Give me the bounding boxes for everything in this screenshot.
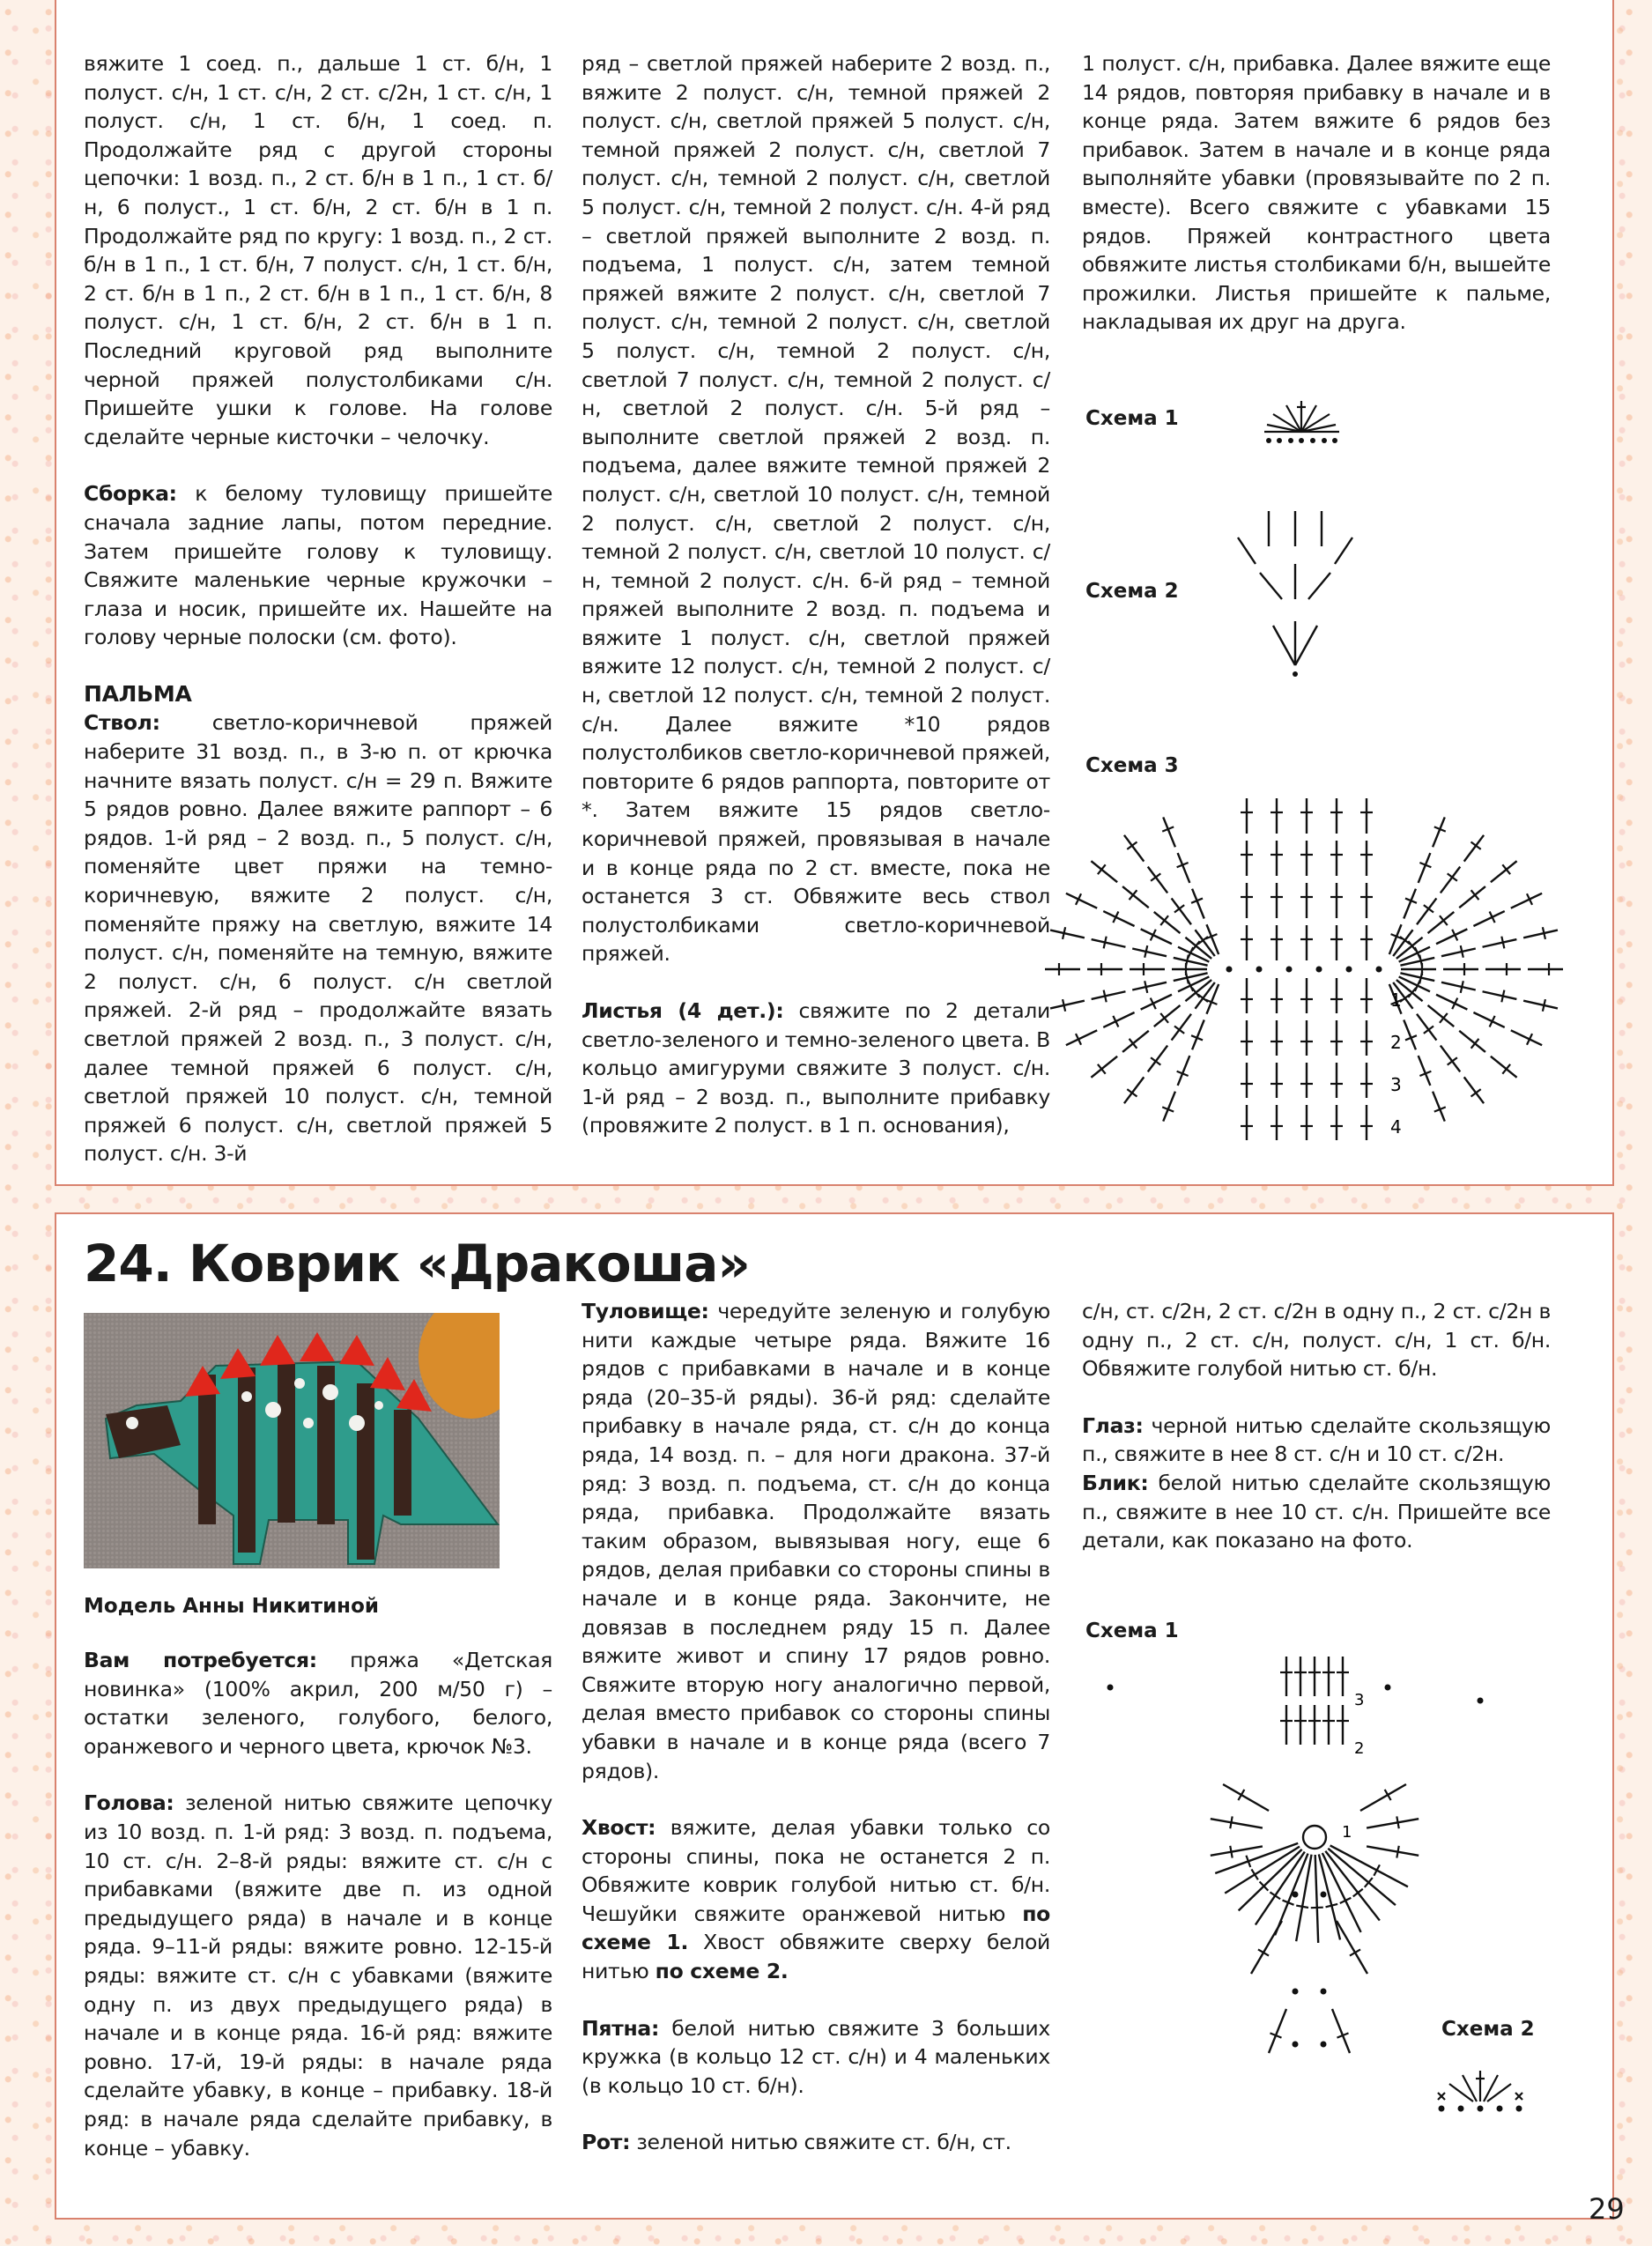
fan-stitch bbox=[1419, 853, 1432, 883]
column-stitch bbox=[1280, 1705, 1293, 1745]
column-stitch bbox=[1270, 1020, 1283, 1056]
column-stitch bbox=[1360, 1020, 1373, 1056]
column-stitch bbox=[1330, 798, 1343, 834]
materials-label: Вам потребуется: bbox=[84, 1648, 317, 1672]
column-stitch bbox=[1300, 883, 1313, 918]
fan-stitch bbox=[1148, 1046, 1167, 1072]
magic-ring bbox=[1303, 1826, 1326, 1849]
fan-stitch bbox=[1103, 1012, 1134, 1027]
chain-dot bbox=[1256, 967, 1263, 973]
column-stitch bbox=[1294, 1657, 1307, 1696]
chain-dot bbox=[1376, 967, 1382, 973]
column-stitch bbox=[1330, 883, 1343, 918]
column-stitch bbox=[1270, 1063, 1283, 1098]
toy-pillow bbox=[419, 1313, 500, 1419]
fan-stitch bbox=[1441, 867, 1460, 893]
top-scheme-3-label: Схема 3 bbox=[1085, 754, 1179, 777]
top-column-2 bbox=[582, 49, 1050, 1168]
row-number: 2 bbox=[1354, 1739, 1365, 1758]
chain-dot bbox=[1478, 1698, 1484, 1704]
fan-stitch bbox=[1225, 1847, 1300, 1894]
fan-stitch bbox=[1154, 912, 1181, 933]
fan-stitch bbox=[1511, 1030, 1542, 1045]
column-stitch bbox=[1330, 1063, 1343, 1098]
fan-stitch bbox=[1177, 853, 1190, 883]
tail-paragraph: Хвост: вяжите, делая убавки только со стороны спины, пока не останется 2 п. Обвяжите коврик голубой нитью ст. б/н. Чешуйки свяжите оранжевой нитью по схеме 1. Хвост обвяжите сверху белой нитью по схеме 2. bbox=[582, 1815, 1051, 1984]
column-stitch bbox=[1300, 1105, 1313, 1140]
eye-label: Глаз: bbox=[1082, 1412, 1144, 1438]
fan-stitch bbox=[1103, 911, 1134, 926]
fan-stitch bbox=[1174, 972, 1208, 984]
trunk-label: Ствол: bbox=[84, 710, 160, 736]
fan-stitch bbox=[1122, 1031, 1149, 1052]
top-scheme-1-diagram bbox=[1260, 397, 1348, 449]
bottom-column-3 bbox=[1082, 1297, 1551, 1583]
fan-stitch bbox=[1367, 1816, 1419, 1828]
row-number: 3 bbox=[1390, 1074, 1402, 1095]
bottom-column-1 bbox=[84, 1646, 552, 2190]
fan-stitch bbox=[1087, 963, 1122, 975]
chain-dot bbox=[1385, 1685, 1391, 1691]
column-stitch bbox=[1337, 1705, 1349, 1745]
column-stitch bbox=[1330, 1020, 1343, 1056]
fan-stitch bbox=[1428, 1005, 1455, 1027]
tail-scheme-2-ref: по схеме 2. bbox=[655, 1959, 789, 1984]
fan-stitch bbox=[1400, 955, 1434, 967]
column-stitch bbox=[1300, 978, 1313, 1013]
fan-stitch bbox=[1091, 861, 1117, 882]
fan-stitch bbox=[1367, 1846, 1419, 1858]
fan-stitch bbox=[1417, 898, 1436, 924]
fan-stitch bbox=[1511, 893, 1542, 908]
top-column-1 bbox=[84, 49, 552, 1197]
fan-stitch bbox=[1211, 1846, 1263, 1858]
fan-stitch bbox=[1251, 1921, 1282, 1974]
fan-stitch bbox=[1404, 1020, 1417, 1050]
fan-stitch bbox=[1360, 1784, 1406, 1811]
column-stitch bbox=[1337, 1657, 1349, 1696]
fan-stitch bbox=[1172, 1014, 1191, 1041]
eye-paragraph: Глаз: черной нитью сделайте скользящую п., свяжите в нее 8 ст. с/н и 10 ст. с/2н. bbox=[1082, 1412, 1551, 1467]
chain-dot bbox=[1321, 1989, 1327, 1995]
fan-stitch bbox=[1441, 1046, 1460, 1072]
column-stitch bbox=[1330, 978, 1343, 1013]
row-number: 3 bbox=[1354, 1691, 1365, 1709]
fan-stitch bbox=[1483, 937, 1517, 949]
mouth-label: Рот: bbox=[582, 2130, 631, 2155]
fan-stitch bbox=[1154, 1005, 1181, 1027]
chain-dot bbox=[1321, 1892, 1327, 1898]
head-instructions: вяжите 1 соед. п., дальше 1 ст. б/н, 1 полуст. с/н, 1 ст. с/н, 2 ст. с/2н, 1 ст. с/н, 1 полуст. с/н, 1 ст. б/н, 1 соед. п. Продолжайте ряд с другой стороны цепочки: 1 возд. п., 2 ст. б/н в 1 п., 1 ст. б/н, 6 полуст., 1 ст. б/н, 2 ст. б/н в 1 п. Продолжайте ряд по кругу: 1 возд. п., 2 ст. б/н в 1 п., 1 ст. б/н, 7 полуст. с/н, 1 ст. б/н, 2 ст. б/н в 1 п., 2 ст. б/н в 1 п., 1 ст. б/н, 8 полуст. с/н, 1 ст. б/н, 2 ст. б/н в 1 п. Последний круговой ряд выполните черной пряжей полустолбиками с/н. Пришейте ушки к голове. На голове сделайте черные кисточки – челочку. bbox=[84, 51, 552, 449]
column-stitch bbox=[1360, 883, 1373, 918]
fan-stitch bbox=[1443, 963, 1478, 975]
chain-dot bbox=[1286, 967, 1293, 973]
tail-label: Хвост: bbox=[582, 1815, 656, 1841]
dinosaur-rug-illustration bbox=[84, 1313, 500, 1568]
chain-dot bbox=[1316, 967, 1322, 973]
top-scheme-2-label: Схема 2 bbox=[1085, 580, 1179, 603]
fan-stitch bbox=[1191, 889, 1204, 919]
chain-dot bbox=[1293, 1989, 1299, 1995]
fan-stitch bbox=[1211, 1816, 1263, 1828]
head-paragraph: Голова: зеленой нитью свяжите цепочку из 10 возд. п. 1-й ряд: 3 возд. п. подъема, 10 ст. с/н. 2–8-й ряды: вяжите ст. с/н с прибавками (вяжите две п. из одной предыдущего ряда) в начале и в конце ряда. 9–11-й ряды: вяжите ровно. 12-15-й ряды: вяжите ст. с/н с убавками (вяжите одну п. из двух предыдущего ряда) в начале и в конце ряда. 16-й ряд: вяжите ровно. 17-й, 19-й ряды: в начале ряда сделайте убавку, в конце – прибавку. 18-й ряд: в начале ряда сделайте прибавку, в конце – убавку. bbox=[84, 1790, 552, 2161]
leaves-continued: 1 полуст. с/н, прибавка. Далее вяжите еще 14 рядов, повторяя прибавку в начале и в конце ряда. Затем вяжите 6 рядов без прибавок. Затем в начале и в конце ряда выполняйте убавки (провязывайте по 2 п. вместе). Всего свяжите с убавками 15 рядов. Пряжей контрастного цвета обвяжите листья столбиками б/н, вышейте прожилки. Листья пришейте к пальме, накладывая их друг на друга. bbox=[1082, 51, 1551, 335]
spots-paragraph: Пятна: белой нитью свяжите 3 больших кружка (в кольцо 12 ст. с/н) и 4 маленьких (в кольцо 10 ст. б/н). bbox=[582, 2015, 1050, 2098]
column-stitch bbox=[1300, 798, 1313, 834]
column-stitch bbox=[1360, 841, 1373, 876]
bottom-scheme-2-diagram bbox=[1436, 2066, 1533, 2119]
fan-stitch bbox=[1491, 861, 1517, 882]
palm-heading: ПАЛЬМА bbox=[84, 680, 192, 707]
trunk-paragraph: Ствол: светло-коричневой пряжей наберите 31 возд. п., в 3-ю п. от крючка начните вязать полуст. с/н = 29 п. Вяжите 5 рядов ровно. Далее вяжите раппорт – 6 рядов. 1-й ряд – 2 возд. п., 5 полуст. с/н, поменяйте цвет пряжи на темно-коричневую, вяжите 2 полуст. с/н, поменяйте пряжу на светлую, вяжите 14 полуст. с/н, поменяйте на темную, вяжите 2 полуст. с/н, 6 полуст. с/н светлой пряжей. 2-й ряд – продолжайте вязать светлой пряжей 2 возд. п., 3 полуст. с/н, далее темной пряжей 6 полуст. с/н, светлой пряжей 10 полуст. с/н, темной пряжей 6 полуст. с/н, светлой пряжей 5 полуст. с/н. 3-й bbox=[84, 710, 552, 1167]
glint-label: Блик: bbox=[1082, 1470, 1149, 1495]
fan-stitch bbox=[1141, 995, 1172, 1010]
column-stitch bbox=[1360, 1063, 1373, 1098]
fan-stitch bbox=[1459, 1031, 1485, 1052]
column-stitch bbox=[1270, 978, 1283, 1013]
fan-stitch bbox=[1428, 912, 1455, 933]
chain-dot bbox=[1346, 967, 1352, 973]
fan-stitch bbox=[1132, 981, 1167, 993]
pattern-title: 24. Коврик «Дракоша» bbox=[84, 1234, 750, 1293]
row-number: 2 bbox=[1390, 1032, 1402, 1053]
row-number: 1 bbox=[1342, 1823, 1352, 1842]
fan-stitch bbox=[1436, 929, 1467, 944]
fan-stitch bbox=[1174, 955, 1208, 967]
column-stitch bbox=[1360, 978, 1373, 1013]
fan-stitch bbox=[1404, 889, 1417, 919]
fan-stitch bbox=[1332, 2009, 1350, 2053]
fan-stitch bbox=[1436, 995, 1467, 1010]
chain-dot bbox=[1226, 967, 1233, 973]
column-stitch bbox=[1270, 841, 1283, 876]
fan-stitch bbox=[1162, 817, 1175, 847]
column-stitch bbox=[1241, 1105, 1253, 1140]
fan-stitch bbox=[1485, 963, 1521, 975]
fan-stitch bbox=[1130, 963, 1165, 975]
column-stitch bbox=[1300, 925, 1313, 960]
body-label: Туловище: bbox=[582, 1299, 709, 1323]
top-scheme-3-diagram bbox=[1093, 775, 1551, 1163]
fan-stitch bbox=[1122, 886, 1149, 908]
column-stitch bbox=[1308, 1705, 1321, 1745]
column-stitch bbox=[1360, 925, 1373, 960]
column-stitch bbox=[1241, 925, 1253, 960]
fan-stitch bbox=[1400, 972, 1434, 984]
row-number: 1 bbox=[1390, 990, 1402, 1011]
column-stitch bbox=[1360, 1105, 1373, 1140]
tail-scheme-1-ref: по схеме 1. bbox=[582, 1901, 1050, 1955]
fan-stitch bbox=[1205, 924, 1219, 954]
bottom-scheme-2-label: Схема 2 bbox=[1441, 2018, 1535, 2041]
leaves-paragraph: Листья (4 дет.): свяжите по 2 детали светло-зеленого и темно-зеленого цвета. В кольцо амигуруми свяжите 3 полуст. с/н. 1-й ряд – 2 возд. п., выполните прибавку (провяжите 2 полуст. в 1 п. основания), bbox=[582, 998, 1050, 1138]
dinosaur-rug-photo bbox=[84, 1313, 500, 1568]
mouth-continued: с/н, ст. с/2н, 2 ст. с/2н в одну п., 2 ст. с/2н в одну п., 2 ст. с/н, полуст. с/н, 1 ст. б/н. Обвяжите голубой нитью ст. б/н. bbox=[1082, 1299, 1551, 1382]
column-stitch bbox=[1300, 1063, 1313, 1098]
column-stitch bbox=[1300, 1020, 1313, 1056]
glint-paragraph: Блик: белой нитью сделайте скользящую п., свяжите в нее 10 ст. с/н. Пришейте все детали, как показано на фото. bbox=[1082, 1470, 1551, 1553]
fan-stitch bbox=[1124, 1077, 1144, 1103]
fan-stitch bbox=[1459, 886, 1485, 908]
column-stitch bbox=[1241, 978, 1253, 1013]
fan-stitch bbox=[1191, 1020, 1204, 1050]
column-stitch bbox=[1322, 1657, 1335, 1696]
materials-paragraph: Вам потребуется: пряжа «Детская новинка» (100% акрил, 200 м/50 г) – остатки зеленого, голубого, белого, оранжевого и черного цвета, крючок №3. bbox=[84, 1648, 553, 1759]
fan-stitch bbox=[1417, 1014, 1436, 1041]
fan-stitch bbox=[1177, 1056, 1190, 1086]
column-stitch bbox=[1280, 1657, 1293, 1696]
column-stitch bbox=[1241, 841, 1253, 876]
fan-stitch bbox=[1433, 817, 1446, 847]
column-stitch bbox=[1300, 841, 1313, 876]
mouth-paragraph: Рот: зеленой нитью свяжите ст. б/н, ст. bbox=[582, 2130, 1011, 2155]
top-scheme-2-diagram bbox=[1207, 476, 1383, 687]
column-stitch bbox=[1322, 1705, 1335, 1745]
bottom-scheme-1-diagram bbox=[1093, 1657, 1498, 2071]
fan-stitch bbox=[1091, 1056, 1117, 1078]
column-stitch bbox=[1330, 1105, 1343, 1140]
chain-dot bbox=[1321, 2042, 1327, 2048]
fan-stitch bbox=[1389, 924, 1403, 954]
fan-stitch bbox=[1269, 2009, 1286, 2053]
column-stitch bbox=[1270, 798, 1283, 834]
bottom-column-2 bbox=[582, 1297, 1050, 2185]
fan-stitch bbox=[1464, 835, 1484, 862]
column-stitch bbox=[1241, 1020, 1253, 1056]
fan-stitch bbox=[1141, 929, 1172, 944]
page-number: 29 bbox=[1589, 2192, 1625, 2226]
fan-stitch bbox=[1473, 911, 1504, 926]
fan-stitch bbox=[1162, 1092, 1175, 1122]
fan-stitch bbox=[1419, 1056, 1432, 1086]
column-stitch bbox=[1360, 798, 1373, 834]
fan-stitch bbox=[1464, 1077, 1484, 1103]
column-stitch bbox=[1294, 1705, 1307, 1745]
column-stitch bbox=[1330, 841, 1343, 876]
spots-label: Пятна: bbox=[582, 2015, 660, 2041]
column-stitch bbox=[1241, 1063, 1253, 1098]
column-stitch bbox=[1330, 925, 1343, 960]
designer-credit: Модель Анны Никитиной bbox=[84, 1595, 379, 1618]
fan-stitch bbox=[1132, 945, 1167, 958]
top-column-3 bbox=[1082, 49, 1551, 365]
palm-rows-paragraph: ряд – светлой пряжей наберите 2 возд. п., вяжите 2 полуст. с/н, темной пряжей 2 полуст. с/н, светлой пряжей 5 полуст. с/н, темной пряжей 2 полуст. с/н, светлой 7 полуст. с/н, темной 2 полуст. с/н, светлой 5 полуст. с/н, темной 2 полуст. с/н. 4-й ряд – светлой пряжей выполните 2 возд. п. подъема, 1 полуст. с/н, затем темной пряжей вяжите 2 полуст. с/н, светлой 7 полуст. с/н, темной 2 полуст. с/н, светлой 5 полуст. с/н, темной 2 полуст. с/н, светлой 7 полуст. с/н, темной 2 полуст. с/н, светлой 2 полуст. с/н. 5-й ряд – выполните светлой пряжей 2 возд. п. подъема, далее вяжите темной пряжей 2 полуст. с/н, светлой 10 полуст. с/н, темной 2 полуст. с/н, светлой 2 полуст. с/н, темной 2 полуст. с/н, светлой 10 полуст. с/н, темной 2 полуст. с/н. 6-й ряд – темной пряжей выполните 2 возд. п. подъема и вяжите 1 полуст. с/н, светлой пряжей вяжите 12 полуст. с/н, темной 2 полуст. с/н, светлой 12 полуст. с/н, темной 2 полуст. с/н. Далее вяжите *10 рядов полустолбиков светло-коричневой пряжей, повторите 6 рядов раппорта, повторите от *. Затем вяжите 15 рядов светло-коричневой пряжей, провязывая в начале и в конце ряда по 2 ст. вместе, пока не останется 3 ст. Обвяжите весь ствол полустолбиками светло-коричневой пряжей. bbox=[582, 51, 1050, 967]
fan-stitch bbox=[1441, 981, 1476, 993]
fan-stitch bbox=[1441, 945, 1476, 958]
dino-eye bbox=[126, 1417, 138, 1429]
fan-stitch bbox=[1337, 1921, 1367, 1974]
fan-stitch bbox=[1124, 835, 1144, 862]
fan-stitch bbox=[1172, 898, 1191, 924]
assembly-paragraph: Сборка: к белому туловищу пришейте сначала задние лапы, потом передние. Затем пришейте голову к туловищу. Свяжите маленькие черные кружочки – глаза и носик, пришейте их. Нашейте на голову черные полоски (см. фото). bbox=[84, 481, 552, 650]
row-number: 4 bbox=[1390, 1116, 1402, 1138]
fan-stitch bbox=[1092, 990, 1126, 1003]
fan-stitch bbox=[1473, 1012, 1504, 1027]
chain-dot bbox=[1108, 1685, 1114, 1691]
body-paragraph: Туловище: чередуйте зеленую и голубую нити каждые четыре ряда. Вяжите 16 рядов с прибавками в начале и в конце ряда (20–35-й ряды). 36-й ряд: сделайте прибавку в начале ряда, ст. с/н до конца ряда, 14 возд. п. – для ноги дракона. 37-й ряд: 3 возд. п. подъема, ст. с/н до конца ряда, прибавка. Продолжайте вязать таким образом, вывязывая ногу, еще 6 рядов, делая прибавки со стороны спины в начале и в конце ряда. Закончите, не довязав в последнем ряду 15 п. Далее вяжите живот и спину 17 рядов ровно. Свяжите вторую ногу аналогично первой, делая вместо прибавок со стороны спины убавки в начале и в конце ряда (всего 7 рядов). bbox=[582, 1299, 1050, 1783]
fan-stitch bbox=[1205, 984, 1219, 1014]
top-scheme-1-label: Схема 1 bbox=[1085, 407, 1179, 430]
leaves-label: Листья (4 дет.): bbox=[582, 998, 784, 1023]
fan-stitch bbox=[1433, 1092, 1446, 1122]
fan-stitch bbox=[1148, 867, 1167, 893]
column-stitch bbox=[1241, 798, 1253, 834]
fan-stitch bbox=[1491, 1056, 1517, 1078]
fan-stitch bbox=[1296, 1855, 1311, 1941]
column-stitch bbox=[1270, 1105, 1283, 1140]
column-stitch bbox=[1241, 883, 1253, 918]
column-stitch bbox=[1270, 883, 1283, 918]
head-label: Голова: bbox=[84, 1790, 174, 1816]
fan-stitch bbox=[1483, 990, 1517, 1003]
column-stitch bbox=[1270, 925, 1283, 960]
chain-dot bbox=[1293, 2042, 1299, 2048]
bottom-scheme-1-label: Схема 1 bbox=[1085, 1620, 1179, 1642]
fan-stitch bbox=[1223, 1784, 1269, 1811]
assembly-label: Сборка: bbox=[84, 481, 177, 507]
column-stitch bbox=[1308, 1657, 1321, 1696]
chain-dot bbox=[1293, 1892, 1299, 1898]
fan-stitch bbox=[1092, 937, 1126, 949]
